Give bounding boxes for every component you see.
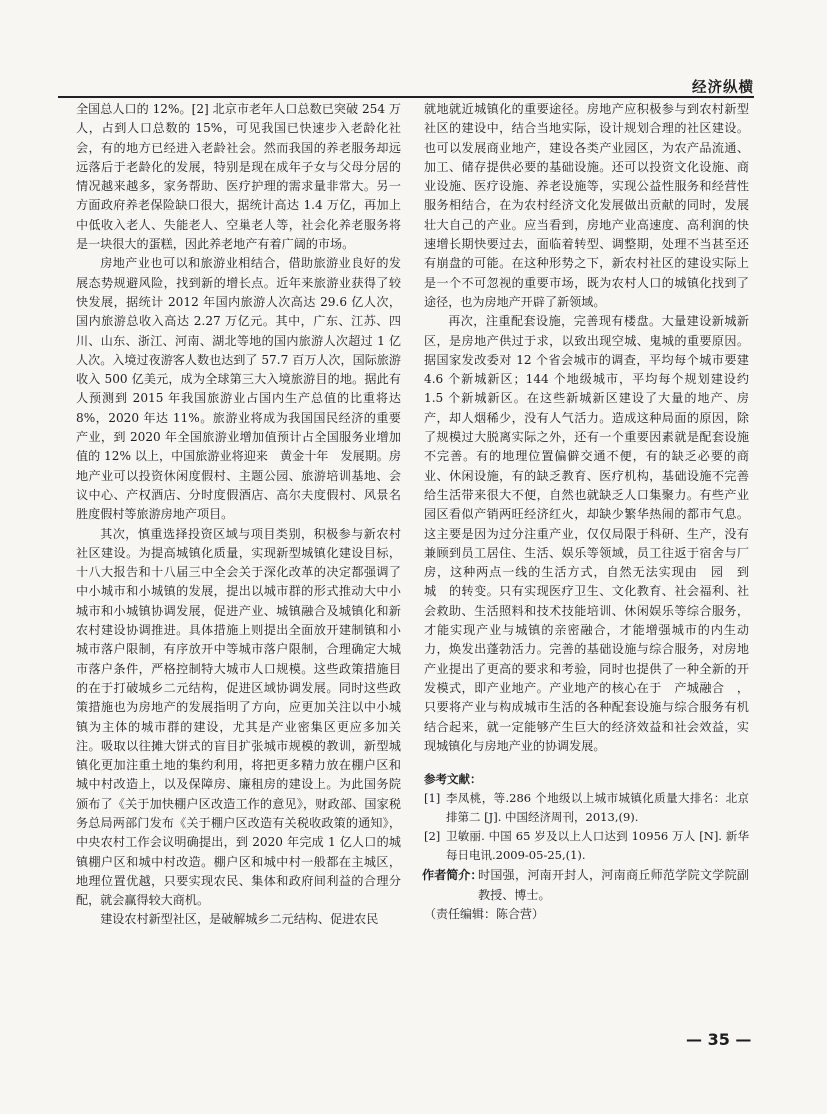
section-title: 经济纵横: [692, 80, 754, 96]
author-bio: [424, 865, 749, 905]
header-rule: [58, 96, 754, 98]
reference-text: 卫敏丽. 中国 65 岁及以上人口达到 10956 万人 [N]. 新华每日电讯.2009-05-25,(1).: [446, 829, 749, 863]
left-column: [76, 100, 401, 930]
reference-number: [2]: [424, 829, 441, 844]
reference-item: [424, 827, 749, 865]
page-number: — 35 —: [686, 1030, 752, 1049]
paragraph: 就地就近城镇化的重要途径。房地产应积极参与到农村新型社区的建设中，结合当地实际，设计规划合理的社区建设。也可以发展商业地产，建设各类产业园区，为农产品流通、加工、储存提供必要的基础设施。还可以投资文化设施、商业设施、医疗设施、养老设施等，实现公益性服务和经营性服务相结合，在为农村经济文化发展做出贡献的同时，发展壮大自己的产业。应当看到，房地产业高速度、高利润的快速增长期快要过去，面临着转型、调整期，处理不当甚至还有崩盘的可能。在这种形势之下，新农村社区的建设实际上是一个不可忽视的重要市场，既为农村人口的城镇化找到了途径，也为房地产开辟了新领域。: [424, 102, 749, 309]
author-label: 作者简介：: [422, 868, 483, 883]
paragraph: 建设农村新型社区，是破解城乡二元结构、促进农民: [100, 912, 379, 927]
paragraph: 房地产业也可以和旅游业相结合，借助旅游业良好的发展态势规避风险，找到新的增长点。近年来旅游业获得了较快发展，据统计 2012 年国内旅游人次高达 29.6 亿人次，国内旅游总收入高达 2.27 万亿元。其中，广东、江苏、四川、山东、浙江、河南、湖北等地的国内旅游人次超过 1 亿人次。入境过夜游客人数也达到了 57.7 百万人次，国际旅游收入 500 亿美元，成为全球第三大入境旅游目的地。据此有人预测到 2015 年我国旅游业占国内生产总值的比重将达 8%，2020 年达 11%。旅游业将成为我国国民经济的重要产业，到 2020 年全国旅游业增加值预计占全国服务业增加值的 12% 以上，中国旅游业将迎来 黄金十年 发展期。房地产业可以投资休闲度假村、主题公园、旅游培训基地、会议中心、产权酒店、分时度假酒店、高尔夫度假村、风景名胜度假村等旅游房地产项目。: [76, 256, 401, 522]
reference-text: 李凤桃，等.286 个地级以上城市城镇化质量大排名：北京排第二 [J]. 中国经济周刊，2013,(9).: [446, 791, 749, 825]
paragraph: 全国总人口的 12%。[2] 北京市老年人口总数已突破 254 万人，占到人口总数的 15%，可见我国已快速步入老龄化社会，有的地方已经进入老龄社会。然而我国的养老服务却远远落后于老龄化的发展，特别是现在成年子女与父母分居的情况越来越多，家务帮助、医疗护理的需求量非常大。另一方面政府养老保险缺口很大，据统计高达 1.4 万亿，再加上中低收入老人、失能老人、空巢老人等，社会化养老服务将是一块很大的蛋糕，因此养老地产有着广阔的市场。: [76, 102, 401, 252]
reference-item: [424, 789, 749, 827]
paragraph: 再次，注重配套设施，完善现有楼盘。大量建设新城新区，是房地产供过于求，以致出现空城、鬼城的重要原因。据国家发改委对 12 个省会城市的调查，平均每个城市要建 4.6 个新城新区；144 个地级城市，平均每个规划建设约 1.5 个新城新区。在这些新城新区建设了大量的地产、房产，却人烟稀少，没有人气活力。造成这种局面的原因，除了规模过大脱离实际之外，还有一个重要因素就是配套设施不完善。有的地理位置偏僻交通不便，有的缺乏必要的商业、休闲设施，有的缺乏教育、医疗机构，基础设施不完善给生活带来很大不便，自然也就缺乏人口集聚力。有些产业园区看似产销两旺经济红火，却缺少繁华热闹的都市气息。这主要是因为过分注重产业，仅仅局限于科研、生产，没有兼顾到员工居住、生活、娱乐等领域，员工往返于宿舍与厂房，这种两点一线的生活方式，自然无法实现由 园 到 城 的转变。只有实现医疗卫生、文化教育、社会福利、社会救助、生活照料和技术技能培训、休闲娱乐等综合服务，才能实现产业与城镇的亲密融合，才能增强城市的内生动力，焕发出蓬勃活力。完善的基础设施与综合服务，对房地产业提出了更高的要求和考验，同时也提供了一种全新的开发模式，即产业地产。产业地产的核心在于 产城融合 ，只要将产业与构成城市生活的各种配套设施与综合服务有机结合起来，就一定能够产生巨大的经济效益和社会效益，实现城镇化与房地产业的协调发展。: [424, 314, 762, 753]
paragraph: 其次，慎重选择投资区域与项目类别，积极参与新农村社区建设。为提高城镇化质量，实现新型城镇化建设目标，十八大报告和十八届三中全会关于深化改革的决定都强调了中小城市和小城镇的发展，提出以城市群的形式推动大中小城市和小城镇协调发展，促进产业、城镇融合及城镇化和新农村建设协调推进。具体措施上则提出全面放开建制镇和小城市落户限制，有序放开中等城市落户限制，合理确定大城市落户条件，严格控制特大城市人口规模。这些政策措施目的在于打破城乡二元结构，促进区域协调发展。同时这些政策措施也为房地产的发展指明了方向，应更加关注以中小城镇为主体的城市群的建设，尤其是产业密集区更应多加关注。吸取以往摊大饼式的盲目扩张城市规模的教训，新型城镇化更加注重土地的集约利用，将把更多精力放在棚户区和城中村改造上，以及保障房、廉租房的建设上。为此国务院颁布了《关于加快棚户区改造工作的意见》，财政部、国家税务总局两部门发布《关于棚户区改造有关税收政策的通知》，中央农村工作会议明确提出，到 2020 年完成 1 亿人口的城镇棚户区和城中村改造。棚户区和城中村一般都在主城区，地理位置优越，只要实现农民、集体和政府间利益的合理分配，就会赢得较大商机。: [76, 526, 401, 908]
running-header: [58, 76, 754, 96]
references-heading: 参考文献：: [424, 772, 482, 787]
reference-number: [1]: [424, 791, 441, 806]
right-column: [422, 100, 762, 925]
author-text: 时国强，河南开封人，河南商丘师范学院文学院副教授、博士。: [478, 868, 749, 903]
responsible-editor: （责任编辑：陈合营）: [424, 907, 545, 922]
